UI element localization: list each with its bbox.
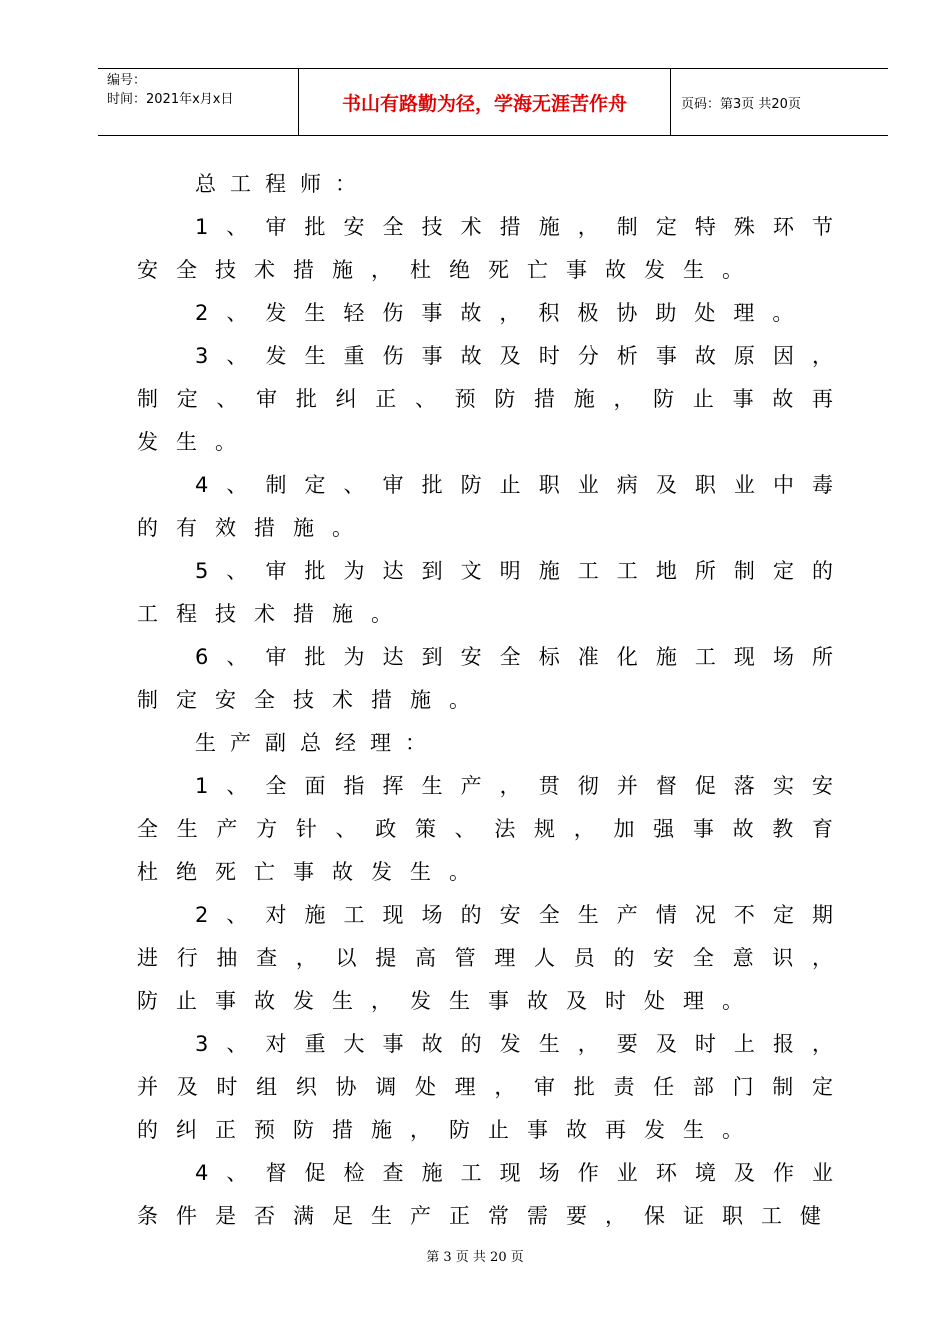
page-header [98,68,888,136]
document-time: 时间：2021年x月x日 [107,92,234,107]
document-body [137,163,839,1238]
header-meta [98,69,299,135]
paragraph-line: 1、审批安全技术措施，制定特殊环节 [195,215,833,239]
paragraph-line: 的有效措施。 [137,516,371,540]
paragraph-line: 的纠正预防措施，防止事故再发生。 [137,1118,761,1142]
paragraph-line: 安全技术措施，杜绝死亡事故发生。 [137,258,761,282]
document-number-label: 编号： [107,73,147,88]
section-heading: 生产副总经理： [195,731,440,755]
paragraph-line: 防止事故发生，发生事故及时处理。 [137,989,761,1013]
paragraph-line: 制定、审批纠正、预防措施，防止事故再 [137,387,833,411]
paragraph-line: 6、审批为达到安全标准化施工现场所 [195,645,833,669]
paragraph-line: 发生。 [137,430,254,454]
paragraph-line: 工程技术措施。 [137,602,410,626]
page-footer: 第 3 页 共 20 页 [426,1250,524,1265]
paragraph-line: 4、督促检查施工现场作业环境及作业 [195,1161,833,1185]
section-heading: 总工程师： [195,172,370,196]
paragraph-line: 4、制定、审批防止职业病及职业中毒 [195,473,833,497]
paragraph-line: 2、对施工现场的安全生产情况不定期 [195,903,833,927]
paragraph-line: 全生产方针、政策、法规，加强事故教育 [137,817,833,841]
paragraph-line: 进行抽查，以提高管理人员的安全意识， [137,946,833,970]
paragraph-line: 制定安全技术措施。 [137,688,488,712]
header-motto: 书山有路勤为径，学海无涯苦作舟 [299,69,671,135]
paragraph-line: 1、全面指挥生产，贯彻并督促落实安 [195,774,833,798]
paragraph-line: 3、发生重伤事故及时分析事故原因， [195,344,833,368]
header-page-info: 页码：第3页 共20页 [681,96,801,112]
paragraph-line: 2、发生轻伤事故，积极协助处理。 [195,301,812,325]
paragraph-line: 5、审批为达到文明施工工地所制定的 [195,559,833,583]
paragraph-line: 杜绝死亡事故发生。 [137,860,488,884]
paragraph-line: 3、对重大事故的发生，要及时上报， [195,1032,833,1056]
paragraph-line: 并及时组织协调处理，审批责任部门制定 [137,1075,833,1099]
paragraph-line: 条件是否满足生产正常需要，保证职工健 [137,1204,839,1228]
